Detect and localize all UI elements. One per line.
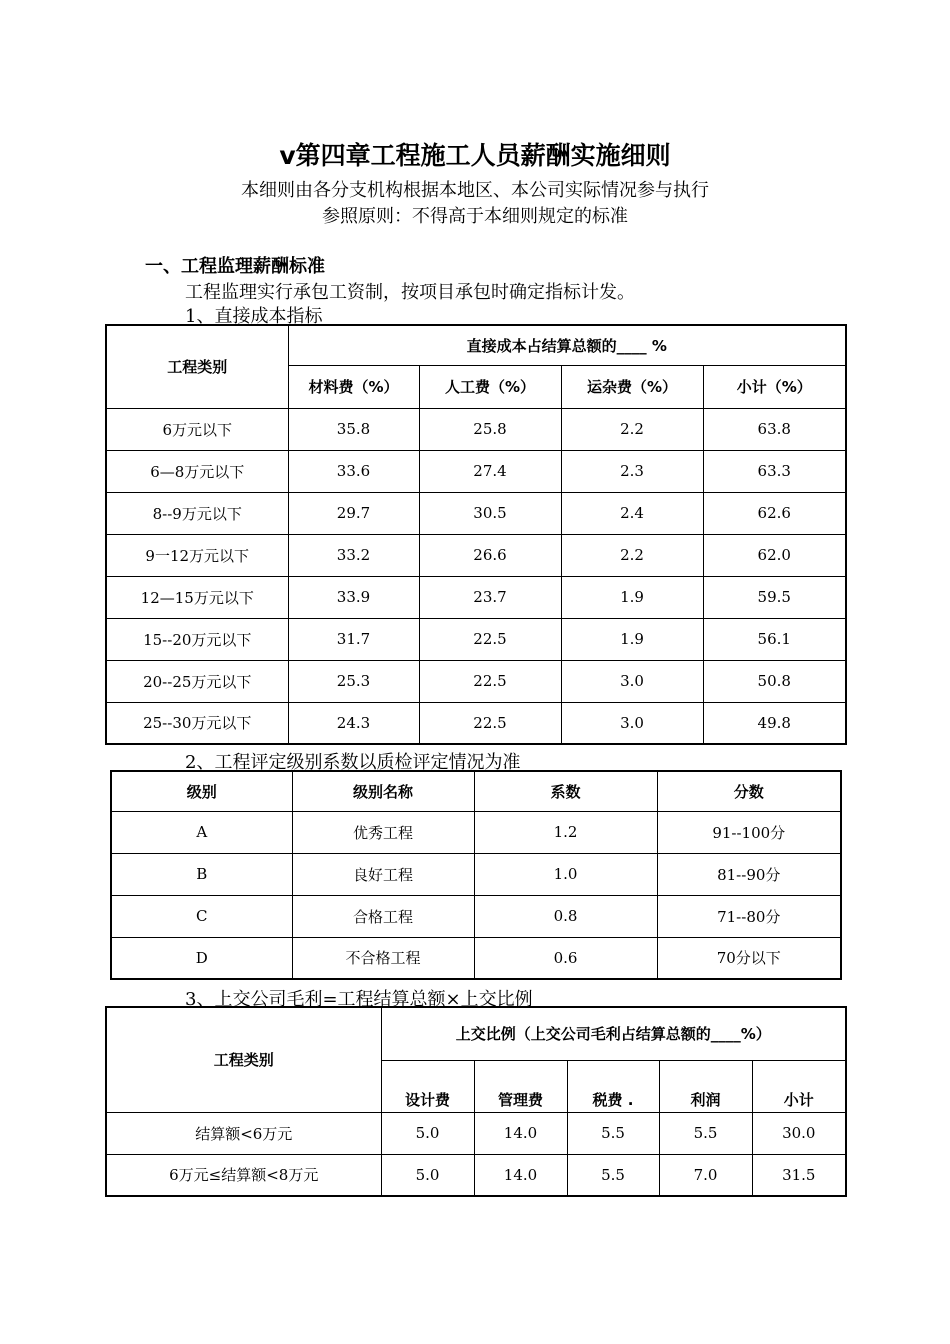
table-cell: 56.1 — [703, 618, 846, 660]
table-cell: 25--30万元以下 — [106, 702, 288, 744]
table-cell: 6万元≤结算额<8万元 — [106, 1154, 381, 1196]
group-header: 上交比例（上交公司毛利占结算总额的____%） — [381, 1007, 846, 1060]
table-cell: 33.9 — [288, 576, 419, 618]
table-cell: 22.5 — [419, 702, 561, 744]
column-header: 利润 — [659, 1060, 752, 1112]
table-cell: C — [111, 895, 292, 937]
table-cell: 合格工程 — [292, 895, 474, 937]
table-cell: 59.5 — [703, 576, 846, 618]
table-cell: 9一12万元以下 — [106, 534, 288, 576]
column-header: 税费 . — [567, 1060, 659, 1112]
column-header: 小计（%） — [703, 365, 846, 408]
column-header: 级别名称 — [292, 771, 474, 811]
table-cell: 优秀工程 — [292, 811, 474, 853]
table-cell: 14.0 — [474, 1112, 567, 1154]
item-2-label: 2、工程评定级别系数以质检评定情况为准 — [185, 752, 521, 773]
table-cell: 23.7 — [419, 576, 561, 618]
table-cell: 33.2 — [288, 534, 419, 576]
table-cell: 14.0 — [474, 1154, 567, 1196]
subtitle-line-2: 参照原则：不得高于本细则规定的标准 — [322, 206, 628, 227]
table-row — [106, 618, 846, 660]
table-cell: 2.2 — [561, 408, 703, 450]
table-cell: 35.8 — [288, 408, 419, 450]
table-row — [111, 853, 841, 895]
table-cell: 31.7 — [288, 618, 419, 660]
table-cell: 结算额<6万元 — [106, 1112, 381, 1154]
table-cell: 25.3 — [288, 660, 419, 702]
table-row — [111, 811, 841, 853]
column-header: 运杂费（%） — [561, 365, 703, 408]
table-cell: 24.3 — [288, 702, 419, 744]
table-cell: 31.5 — [752, 1154, 846, 1196]
column-header: 分数 — [657, 771, 841, 811]
table-cell: 81--90分 — [657, 853, 841, 895]
table-cell: 5.0 — [381, 1154, 474, 1196]
table-cell: 15--20万元以下 — [106, 618, 288, 660]
table-row — [106, 534, 846, 576]
table-cell: 6万元以下 — [106, 408, 288, 450]
table-row — [106, 492, 846, 534]
item-3-label: 3、上交公司毛利=工程结算总额×上交比例 — [185, 989, 533, 1010]
table-cell: 8--9万元以下 — [106, 492, 288, 534]
subtitle-line-1: 本细则由各分支机构根据本地区、本公司实际情况参与执行 — [241, 180, 709, 201]
remittance-table — [105, 1006, 847, 1197]
table-cell: 27.4 — [419, 450, 561, 492]
table-cell: 良好工程 — [292, 853, 474, 895]
category-header: 工程类别 — [106, 325, 288, 408]
table-cell: 5.5 — [567, 1154, 659, 1196]
table-cell: 5.5 — [567, 1112, 659, 1154]
table-cell: 0.8 — [474, 895, 657, 937]
column-header: 管理费 — [474, 1060, 567, 1112]
section-intro: 工程监理实行承包工资制，按项目承包时确定指标计发。 — [185, 282, 635, 303]
table-cell: 6—8万元以下 — [106, 450, 288, 492]
table-cell: 7.0 — [659, 1154, 752, 1196]
table-cell: 33.6 — [288, 450, 419, 492]
table-cell: 0.6 — [474, 937, 657, 979]
table-cell: 1.9 — [561, 576, 703, 618]
table-row — [111, 937, 841, 979]
grade-table — [110, 770, 842, 980]
table-cell: 62.0 — [703, 534, 846, 576]
table-cell: B — [111, 853, 292, 895]
table-cell: 5.0 — [381, 1112, 474, 1154]
column-header: 级别 — [111, 771, 292, 811]
table-row — [106, 1112, 846, 1154]
table-cell: 91--100分 — [657, 811, 841, 853]
table-row — [106, 408, 846, 450]
table-row — [106, 1154, 846, 1196]
column-header: 材料费（%） — [288, 365, 419, 408]
table-cell: 22.5 — [419, 660, 561, 702]
table-cell: 63.3 — [703, 450, 846, 492]
table-cell: 12—15万元以下 — [106, 576, 288, 618]
table-cell: A — [111, 811, 292, 853]
column-header: 人工费（%） — [419, 365, 561, 408]
table-cell: 50.8 — [703, 660, 846, 702]
table-cell: 1.2 — [474, 811, 657, 853]
table-cell: 2.4 — [561, 492, 703, 534]
direct-cost-table — [105, 324, 847, 745]
table-row — [106, 450, 846, 492]
column-header: 小计 — [752, 1060, 846, 1112]
table-row — [106, 702, 846, 744]
table-cell: 3.0 — [561, 702, 703, 744]
table-cell: 71--80分 — [657, 895, 841, 937]
table-cell: D — [111, 937, 292, 979]
table-cell: 5.5 — [659, 1112, 752, 1154]
table-cell: 1.9 — [561, 618, 703, 660]
table-cell: 49.8 — [703, 702, 846, 744]
table-cell: 62.6 — [703, 492, 846, 534]
table-row — [106, 660, 846, 702]
table-cell: 30.5 — [419, 492, 561, 534]
category-header: 工程类别 — [106, 1007, 381, 1112]
table-cell: 20--25万元以下 — [106, 660, 288, 702]
table-cell: 30.0 — [752, 1112, 846, 1154]
table-cell: 不合格工程 — [292, 937, 474, 979]
table-cell: 1.0 — [474, 853, 657, 895]
column-header: 设计费 — [381, 1060, 474, 1112]
table-cell: 25.8 — [419, 408, 561, 450]
table-cell: 22.5 — [419, 618, 561, 660]
table-cell: 2.2 — [561, 534, 703, 576]
table-cell: 63.8 — [703, 408, 846, 450]
section-heading: 一、工程监理薪酬标准 — [145, 256, 325, 277]
table-cell: 29.7 — [288, 492, 419, 534]
table-cell: 3.0 — [561, 660, 703, 702]
page-title: v第四章工程施工人员薪酬实施细则 — [279, 141, 671, 170]
table-cell: 70分以下 — [657, 937, 841, 979]
table-row — [106, 576, 846, 618]
group-header: 直接成本占结算总额的____ % — [288, 325, 846, 365]
table-cell: 2.3 — [561, 450, 703, 492]
item-1-label: 1、直接成本指标 — [185, 306, 323, 327]
table-row — [111, 895, 841, 937]
column-header: 系数 — [474, 771, 657, 811]
table-cell: 26.6 — [419, 534, 561, 576]
